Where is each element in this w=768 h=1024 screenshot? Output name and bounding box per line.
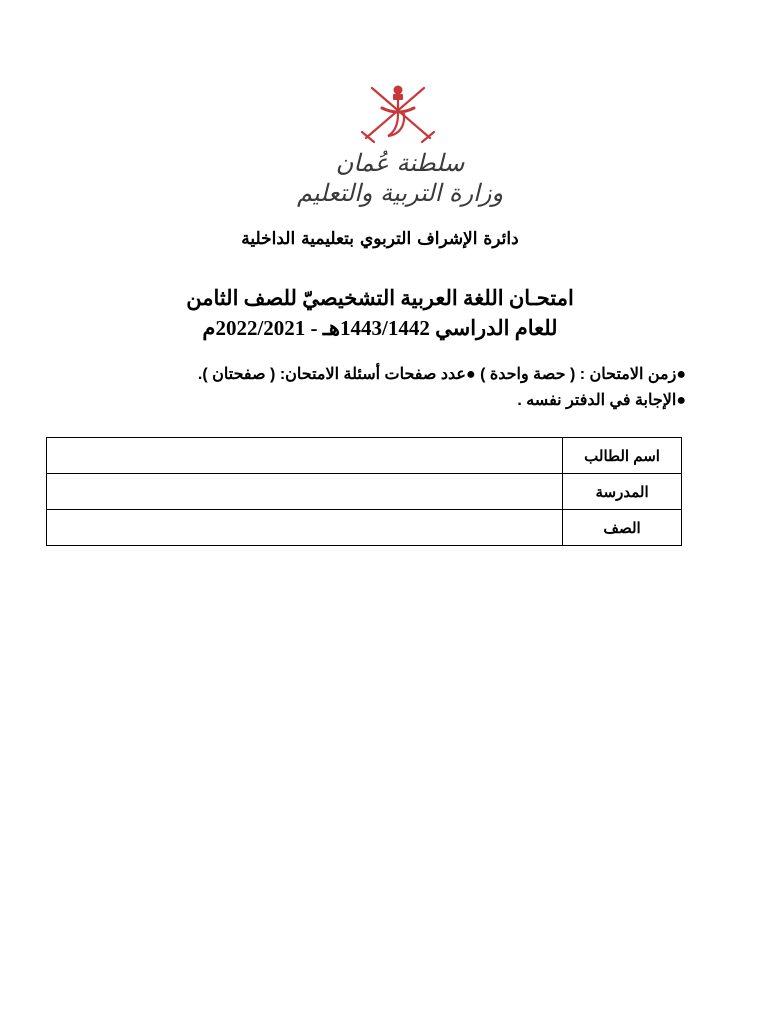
ministry-name: وزارة التربية والتعليم <box>296 179 504 207</box>
oman-emblem-logo <box>358 76 438 146</box>
grade-label: الصف <box>563 510 682 546</box>
student-name-field[interactable] <box>47 438 563 474</box>
sultanate-name: سلطنة عُمان <box>335 149 465 177</box>
answer-instruction: ●الإجابة في الدفتر نفسه . <box>517 392 686 409</box>
table-row-grade <box>47 510 682 546</box>
ministry-header <box>295 148 505 208</box>
exam-title: امتحـان اللغة العربية التشخيصيّ للصف الثامن <box>186 286 574 310</box>
school-label: المدرسة <box>563 474 682 510</box>
student-name-label: اسم الطالب <box>563 438 682 474</box>
grade-field[interactable] <box>47 510 563 546</box>
table-row-school <box>47 474 682 510</box>
student-info-table <box>46 437 682 546</box>
exam-academic-year: للعام الدراسي 1443/1442هـ - 2022/2021م <box>202 316 558 340</box>
department-name: دائرة الإشراف التربوي بتعليمية الداخلية <box>241 229 519 249</box>
exam-duration-and-pages: ●زمن الامتحان : ( حصة واحدة ) ●عدد صفحات أسئلة الامتحان: ( صفحتان ). <box>197 366 686 383</box>
table-row-student-name <box>47 438 682 474</box>
school-field[interactable] <box>47 474 563 510</box>
